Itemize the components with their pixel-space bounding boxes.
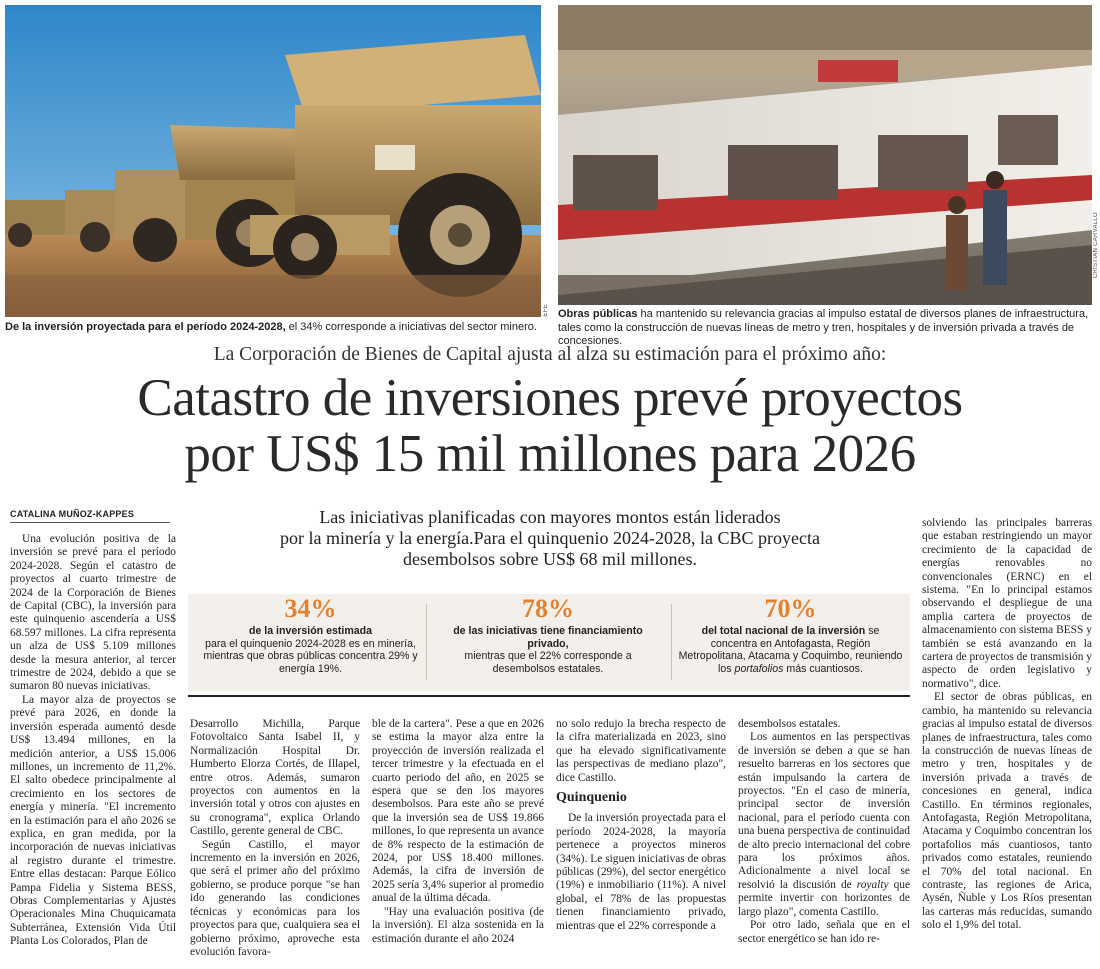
byline: CATALINA MUÑOZ-KAPPES xyxy=(10,509,135,519)
paragraph-text: Los aumentos en las perspectivas de inversión se deben a que se han resuelto barreras en los sectores que están impulsando la cartera de proyectos. "En el caso de minería, principal sector de inversión nacional, para el período cuenta con una buena perspectiva de continuidad de alto precio internacional del cobre para los próximos años. Adicionalmente a nivel local se resolvió la discusión de xyxy=(738,731,910,891)
stat-divider xyxy=(426,604,427,680)
paragraph: "Hay una evaluación positiva (de la inversión). El alza sostenida en la estimación durante el año 2024 xyxy=(372,905,544,945)
caption-right-text: ha mantenido su relevancia gracias al impulso estatal de diversos planes de infraestructura, tales como la construcción de nuevas líneas de metro y tren, hospitales y de inversión privada a través de concesiones. xyxy=(558,308,1089,347)
paragraph: Una evolución positiva de la inversión se prevé para el período 2024-2028. Según el catastro de proyectos al cuarto trimestre de 2024 de la Corporación de Bienes de Capital (CBC), la inversión para este quinquenio ascendería a US$ 68.597 millones. La cifra representa un alza de US$ 5.109 millones desde la mesura anterior, al tercer trimestre de 2024, debido a que se sumaron 80 nuevas iniciativas. xyxy=(10,533,176,693)
photo-credit-right: CRISTIAN CARVALLO xyxy=(1093,212,1099,279)
subhead-line-3: desembolsos sobre US$ 68 mil millones. xyxy=(403,549,697,569)
columns-top-rule xyxy=(188,695,910,697)
paragraph: La mayor alza de proyectos se prevé para 2026, en donde la inversión esperada aumentó desde US$ 13.494 millones, en la medición anterior, a US$ 15.006 millones, un incremento de 11,2%. El salto obedece principalmente al crecimiento en los sectores de energía y minería. "El incremento en la estimación para el año 2026 se explica, en gran medida, por la incorporación de nuevas iniciativas al registro durante el trimestre. Entre ellas destacan: Parque Eólico Pampa Fidelia y Sistema BESS, Obras Complementarias y Ajustes Operacionales Mina Chuquicamata Subterránea, Extensión Vida Útil Planta Los Colorados, Plan de xyxy=(10,693,176,948)
article-column-6 xyxy=(922,517,1092,933)
stat-text: se concentra en Antofagasta, Región Metropolitana, Atacama y Coquimbo, reuniendo los xyxy=(678,625,903,675)
stats-box xyxy=(188,594,910,691)
paragraph: ble de la cartera". Pese a que en 2026 se estima la mayor alza entre la proyección de inversión realizada el tercer trimestre y la efectuada en el cuarto periodo del año, en 2025 se espera que se den los mayores desembolsos. Para este año se prevé que la inversión sea de US$ 19.866 millones, lo que representa un avance de 8% respecto de la estimación de 2024, por US$ 18.400 millones. Además, la cifra de inversión de 2025 sería 3,4% superior al promedio anual de la última década. xyxy=(372,718,544,905)
paragraph: El sector de obras públicas, en cambio, ha mantenido su relevancia gracias al impulso estatal de diversos planes de infraestructura, tales como la construcción de nuevas líneas de metro y tren, hospitales y de inversión privada a través de concesiones en general, indica Castillo. En términos regionales, Antofagasta, Región Metropolitana, Atacama y Coquimbo concentran los portafolios más cuantiosos, tanto privados como estatales, reuniendo el 70% del total nacional. En contraste, las regiones de Arica, Aysén, Ñuble y Los Ríos presentan las carteras más reducidas, sumando solo el 1,9% del total. xyxy=(922,691,1092,932)
photo-credit-left: EFE xyxy=(543,304,549,317)
headline-line-1: Catastro de inversiones prevé proyectos xyxy=(137,369,963,427)
italic-term: royalty xyxy=(856,878,889,891)
stat-value: 34% xyxy=(284,594,337,623)
article-column-4 xyxy=(556,718,726,933)
subhead xyxy=(200,507,900,570)
stat-private xyxy=(433,594,663,691)
caption-left-text: el 34% corresponde a iniciativas del sector minero. xyxy=(285,321,537,333)
article-column-1 xyxy=(10,533,176,949)
stat-bold: del total nacional de la inversión xyxy=(701,625,866,637)
paragraph-text: que permite invertir con horizontes de largo plazo", comenta Castillo. xyxy=(738,878,911,918)
kicker: La Corporación de Bienes de Capital ajusta al alza su estimación para el próximo año: xyxy=(213,344,887,365)
stat-divider xyxy=(671,604,672,680)
metro-train-photo xyxy=(558,5,1092,305)
headline-line-2: por US$ 15 mil millones para 2026 xyxy=(184,425,916,483)
mining-trucks-photo xyxy=(5,5,541,317)
photo-caption-right xyxy=(558,308,1094,349)
headline xyxy=(0,370,1100,482)
caption-right-bold: Obras públicas xyxy=(558,308,638,320)
stat-value: 70% xyxy=(764,594,817,623)
stat-regions xyxy=(678,594,903,691)
stat-bold: de las iniciativas tiene financiamiento privado, xyxy=(453,625,643,650)
paragraph: no solo redujo la brecha respecto de la cifra materializada en 2023, sino que ha elevado significativamente las perspectivas de mediano plazo", dice Castillo. xyxy=(556,718,726,784)
subhead-line-2: por la minería y la energía.Para el quinquenio 2024-2028, la CBC proyecta xyxy=(279,528,821,548)
photo-caption-left xyxy=(5,321,545,335)
paragraph: Por otro lado, señala que en el sector energético se han ido re- xyxy=(738,919,910,945)
article-column-2 xyxy=(190,718,360,959)
stat-value: 78% xyxy=(522,594,574,623)
paragraph: solviendo las principales barreras que estaban restringiendo un mayor crecimiento de la capacidad de energías renovables no convencionales (ERNC) en el sistema. "En lo principal estamos observando el despliegue de una amplia cartera de proyectos de almacenamiento con sistema BESS y también se está avanzando en la cartera de proyectos de transmisión y aspecto de orden legislativo y normativo", dice. xyxy=(922,517,1092,690)
paragraph xyxy=(738,731,910,919)
article-column-5 xyxy=(738,718,910,946)
paragraph: Desarrollo Michilla, Parque Fotovoltaico Santa Isabel II, y Normalización Hospital Dr. Humberto Elorza Cortés, de Illapel, entre otros. Además, sumaron proyectos con aumentos en la inversión total y otros con ajustes en su cronograma", explica Orlando Castillo, gerente general de CBC. xyxy=(190,718,360,838)
paragraph: De la inversión proyectada para el período 2024-2028, la mayoría pertenece a proyectos mineros (34%). Le siguen iniciativas de obras públicas (29%), del sector energético (19%) e inmobiliario (11%). A nivel global, el 78% de las propuestas tienen financiamiento privado, mientras que el 22% corresponde a xyxy=(556,812,726,932)
paragraph: Según Castillo, el mayor incremento en la inversión en 2026, que será el primer año del próximo gobierno, se produce porque "se han ido generando las condiciones técnicas y económicas para los proyectos para que, cualquiera sea el gobierno próximo, aproveche esta evolución favora- xyxy=(190,838,360,958)
article-column-3 xyxy=(372,718,544,946)
stat-mining xyxy=(198,594,423,691)
byline-rule xyxy=(10,522,170,523)
section-heading: Quinquenio xyxy=(556,790,627,806)
subhead-line-1: Las iniciativas planificadas con mayores montos están liderados xyxy=(319,507,781,527)
paragraph: desembolsos estatales. xyxy=(738,718,841,730)
stat-text: mientras que el 22% corresponde a desembolsos estatales. xyxy=(464,650,632,675)
stat-tail: más cuantiosos. xyxy=(783,662,863,675)
caption-left-bold: De la inversión proyectada para el período 2024-2028, xyxy=(5,321,286,333)
stat-text: para el quinquenio 2024-2028 es en minería, mientras que obras públicas concentra 29% y energía 19%. xyxy=(203,637,418,675)
stat-italic: portafolios xyxy=(734,662,784,675)
stat-bold: de la inversión estimada xyxy=(248,625,373,637)
